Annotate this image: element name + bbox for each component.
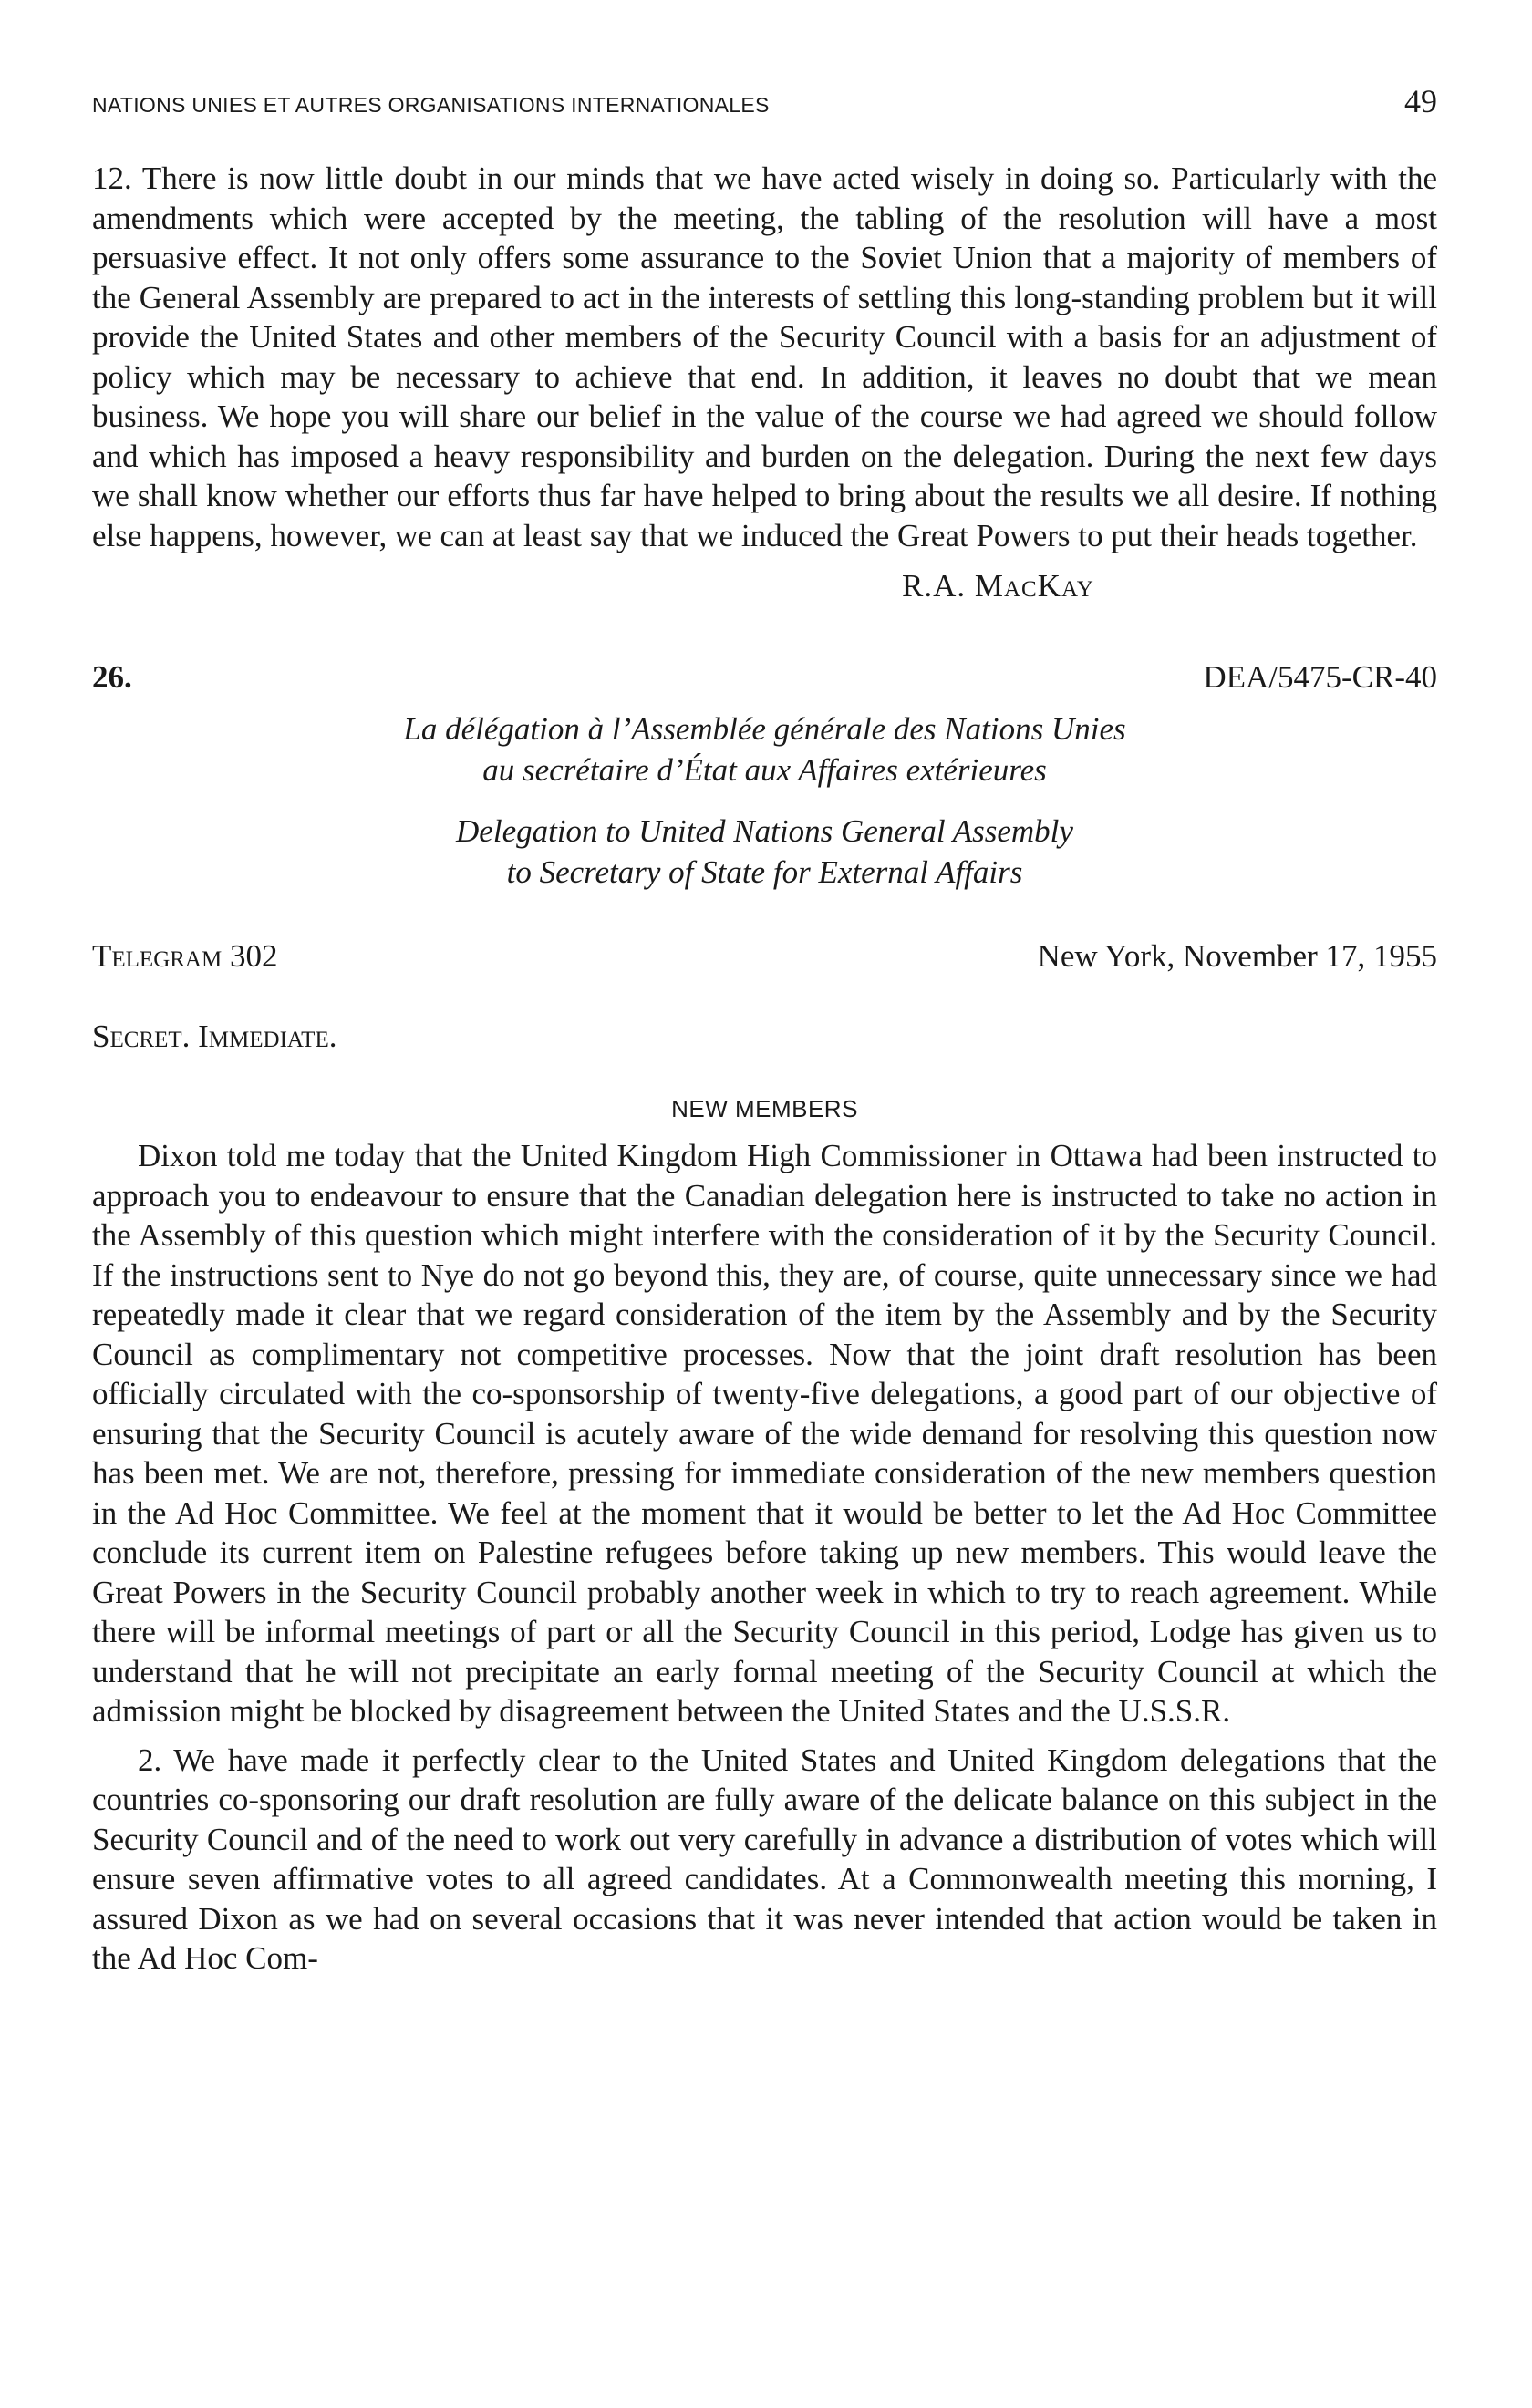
- running-head: [92, 82, 1437, 133]
- document-titles: [92, 708, 1437, 893]
- telegram-number: Telegram 302: [92, 938, 278, 974]
- title-fr-line2: au secrétaire d’État aux Affaires extérieures: [482, 752, 1047, 788]
- title-en-line2: to Secretary of State for External Affairs: [506, 854, 1023, 890]
- continued-paragraph: 12. There is now little doubt in our minds that we have acted wisely in doing so. Particularly with the amendments which were accepted by the meeting, the tabling of the resolution will have a most persuasive effect. It not only offers some assurance to the Soviet Union that a majority of members of the General Assembly are prepared to act in the interests of settling this long-standing problem but it will provide the United States and other members of the Security Council with a basis for an adjustment of policy which may be necessary to achieve that end. In addition, it leaves no doubt that we mean business. We hope you will share our belief in the value of the course we had agreed we should follow and which has imposed a heavy responsibility and burden on the delegation. During the next few days we shall know whether our efforts thus far have helped to bring about the results we all desire. If nothing else happens, however, we can at least say that we induced the Great Powers to put their heads together.: [92, 160, 1437, 553]
- running-title: NATIONS UNIES ET AUTRES ORGANISATIONS INTERNATIONALES: [92, 93, 770, 117]
- document-page: [92, 82, 1437, 1979]
- signature: R.A. MacKay: [902, 568, 1094, 604]
- page-number: 49: [1404, 83, 1437, 119]
- title-fr-line1: La délégation à l’Assemblée générale des Nations Unies: [403, 711, 1126, 747]
- telegram-line: [92, 938, 1437, 975]
- classification: Secret. Immediate.: [92, 1018, 337, 1054]
- body-paragraph-1: Dixon told me today that the United Kingdom High Commissioner in Ottawa had been instructed to approach you to endeavour to ensure that the Canadian delegation here is instructed to take no action in the Assembly of this question which might interfere with the consideration of it by the Security Council. If the instructions sent to Nye do not go beyond this, they are, of course, quite unnecessary since we had repeatedly made it clear that we regard consideration of the item by the Assembly and by the Security Council as complimentary not competitive processes. Now that the joint draft resolution has been officially circulated with the co-sponsorship of twenty-five delegations, a good part of our objective of ensuring that the Security Council is acutely aware of the wide demand for resolving this question now has been met. We are not, therefore, pressing for immediate consideration of the new members question in the Ad Hoc Committee. We feel at the moment that it would be better to let the Ad Hoc Committee conclude its current item on Palestine refugees before taking up new members. This would leave the Great Powers in the Security Council probably another week in which to try to reach agreement. While there will be informal meetings of part or all the Security Council in this period, Lodge has given us to understand that he will not precipitate an early formal meeting of the Security Council at which the admission might be blocked by disagreement between the United States and the U.S.S.R.: [92, 1138, 1437, 1729]
- body-paragraph-2: 2. We have made it perfectly clear to the United States and United Kingdom delegations that the countries co-sponsoring our draft resolution are fully aware of the delicate balance on this subject in the Security Council and of the need to work out very carefully in advance a distribution of votes which will ensure seven affirmative votes to all agreed candidates. At a Commonwealth meeting this morning, I assured Dixon as we had on several occasions that it was never intended that action would be taken in the Ad Hoc Com-: [92, 1741, 1437, 1976]
- document-reference: DEA/5475-CR-40: [1203, 659, 1437, 695]
- document-number: 26.: [92, 659, 132, 695]
- subject-heading: NEW MEMBERS: [671, 1095, 858, 1122]
- title-en-line1: Delegation to United Nations General Assembly: [456, 813, 1073, 849]
- place-date: New York, November 17, 1955: [1037, 938, 1437, 974]
- document-heading: [92, 659, 1437, 696]
